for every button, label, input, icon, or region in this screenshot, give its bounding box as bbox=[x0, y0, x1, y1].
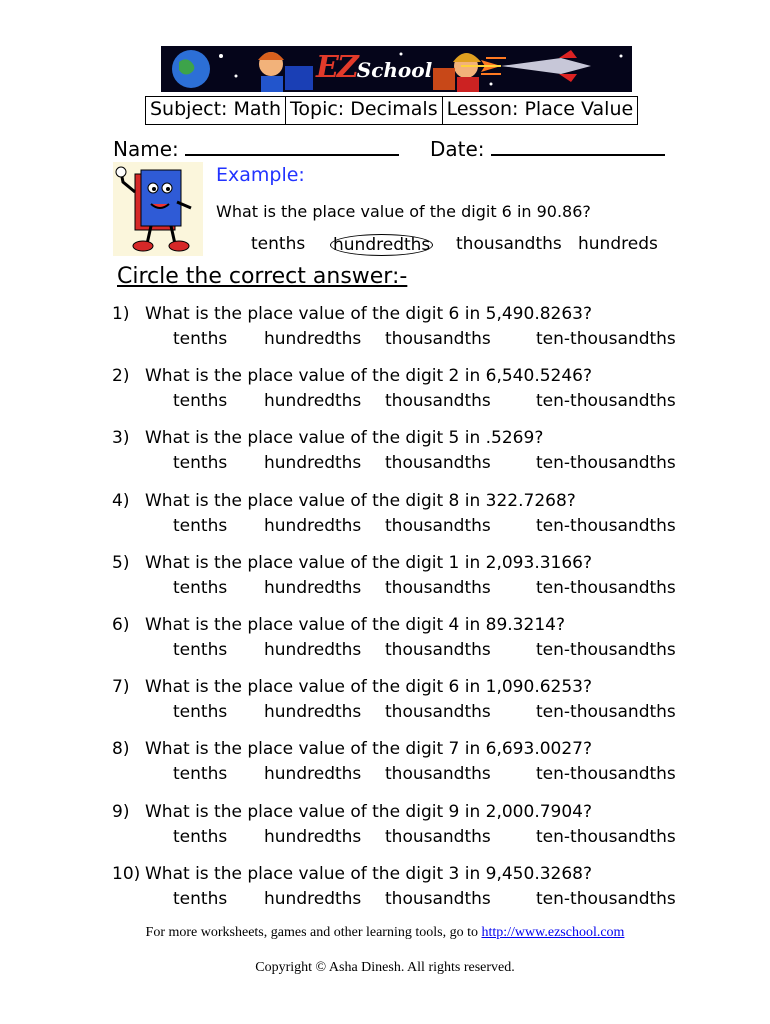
answer-option[interactable]: tenths bbox=[173, 453, 228, 474]
answer-option[interactable]: hundredths bbox=[264, 764, 362, 785]
answer-option[interactable]: ten-thousandths bbox=[536, 764, 676, 785]
answer-option[interactable]: thousandths bbox=[385, 640, 491, 660]
answer-option[interactable]: thousandths bbox=[385, 764, 491, 785]
answer-option[interactable]: hundredths bbox=[264, 453, 362, 474]
answer-option[interactable]: hundredths bbox=[264, 702, 362, 723]
answer-option[interactable]: thousandths bbox=[385, 453, 491, 474]
answer-option[interactable]: hundredths bbox=[264, 515, 362, 536]
instructions-heading: Circle the correct answer:- bbox=[117, 264, 408, 289]
name-line bbox=[185, 136, 399, 156]
answer-option[interactable]: thousandths bbox=[385, 888, 491, 909]
answer-option[interactable]: tenths bbox=[173, 702, 228, 723]
question-text: What is the place value of the digit 9 in 2,000.7904? bbox=[145, 801, 593, 822]
answer-option[interactable]: tenths bbox=[173, 329, 228, 349]
question-text: What is the place value of the digit 1 in 2,093.3166? bbox=[145, 552, 593, 573]
answer-option[interactable]: hundredths bbox=[264, 888, 362, 909]
question-number: 1) bbox=[112, 304, 130, 324]
copyright: Copyright © Asha Dinesh. All rights reserved. bbox=[255, 960, 515, 975]
name-field bbox=[113, 136, 399, 161]
question-text: What is the place value of the digit 7 in 6,693.0027? bbox=[145, 739, 593, 760]
answer-option[interactable]: tenths bbox=[173, 577, 228, 598]
answer-option[interactable]: tenths bbox=[173, 391, 228, 412]
question-number: 5) bbox=[112, 552, 130, 573]
answer-option[interactable]: thousandths bbox=[385, 515, 491, 536]
answer-option[interactable]: ten-thousandths bbox=[536, 577, 676, 598]
date-label: Date: bbox=[430, 137, 485, 161]
question-number: 7) bbox=[112, 677, 130, 698]
question-text: What is the place value of the digit 5 in .5269? bbox=[145, 428, 544, 449]
date-field bbox=[430, 136, 665, 161]
subject-cell: Subject: Math bbox=[146, 97, 286, 124]
answer-option[interactable]: thousandths bbox=[385, 329, 491, 349]
answer-option[interactable]: tenths bbox=[173, 764, 228, 785]
question-number: 2) bbox=[112, 366, 130, 387]
answer-option[interactable]: tenths bbox=[173, 515, 228, 536]
lesson-cell: Lesson: Place Value bbox=[446, 98, 634, 120]
answer-option[interactable]: ten-thousandths bbox=[536, 391, 676, 412]
answer-option[interactable]: thousandths bbox=[385, 702, 491, 723]
answer-option[interactable]: hundredths bbox=[264, 640, 362, 660]
question-number: 8) bbox=[112, 739, 130, 760]
answer-option[interactable]: ten-thousandths bbox=[536, 453, 676, 474]
question-text: What is the place value of the digit 6 in 5,490.8263? bbox=[145, 304, 593, 324]
topic-cell: Topic: Decimals bbox=[286, 97, 443, 124]
lesson-info-bar bbox=[145, 96, 638, 125]
example-question: What is the place value of the digit 6 in 90.86? bbox=[216, 202, 591, 221]
footer-note bbox=[0, 925, 770, 941]
question-text: What is the place value of the digit 4 in 89.3214? bbox=[145, 615, 565, 635]
example-option: tenths bbox=[251, 234, 306, 254]
answer-option[interactable]: hundredths bbox=[264, 826, 362, 847]
question-text: What is the place value of the digit 6 in 1,090.6253? bbox=[145, 677, 593, 698]
question-number: 10) bbox=[112, 863, 141, 884]
logo-school: School bbox=[356, 58, 433, 82]
example-option-circled: hundredths bbox=[330, 234, 433, 256]
name-label: Name: bbox=[113, 137, 179, 161]
ezschool-logo bbox=[316, 50, 432, 85]
question-number: 4) bbox=[112, 490, 130, 511]
answer-option[interactable]: thousandths bbox=[385, 577, 491, 598]
answer-option[interactable]: tenths bbox=[173, 640, 228, 660]
book-mascot-icon bbox=[113, 162, 203, 256]
example-title: Example: bbox=[216, 164, 305, 186]
answer-option[interactable]: thousandths bbox=[385, 826, 491, 847]
footer-text: For more worksheets, games and other learning tools, go to bbox=[145, 925, 482, 940]
answer-option[interactable]: ten-thousandths bbox=[536, 515, 676, 536]
answer-option[interactable]: ten-thousandths bbox=[536, 640, 676, 660]
question-text: What is the place value of the digit 8 in 322.7268? bbox=[145, 490, 576, 511]
answer-option[interactable]: tenths bbox=[173, 826, 228, 847]
answer-option[interactable]: hundredths bbox=[264, 329, 362, 349]
question-text: What is the place value of the digit 3 in 9,450.3268? bbox=[145, 863, 593, 884]
answer-option[interactable]: ten-thousandths bbox=[536, 888, 676, 909]
question-text: What is the place value of the digit 2 in 6,540.5246? bbox=[145, 366, 593, 387]
answer-option[interactable]: tenths bbox=[173, 888, 228, 909]
question-number: 9) bbox=[112, 801, 130, 822]
date-line bbox=[491, 136, 665, 156]
question-number: 6) bbox=[112, 615, 130, 635]
logo-ez: EZ bbox=[316, 50, 357, 85]
example-option: thousandths bbox=[456, 234, 562, 254]
question-number: 3) bbox=[112, 428, 130, 449]
answer-option[interactable]: ten-thousandths bbox=[536, 702, 676, 723]
answer-option[interactable]: thousandths bbox=[385, 391, 491, 412]
answer-option[interactable]: ten-thousandths bbox=[536, 826, 676, 847]
answer-option[interactable]: ten-thousandths bbox=[536, 329, 676, 349]
answer-option[interactable]: hundredths bbox=[264, 577, 362, 598]
ezschool-link[interactable]: http://www.ezschool.com bbox=[481, 925, 625, 940]
answer-option[interactable]: hundredths bbox=[264, 391, 362, 412]
example-option: hundreds bbox=[578, 234, 658, 254]
